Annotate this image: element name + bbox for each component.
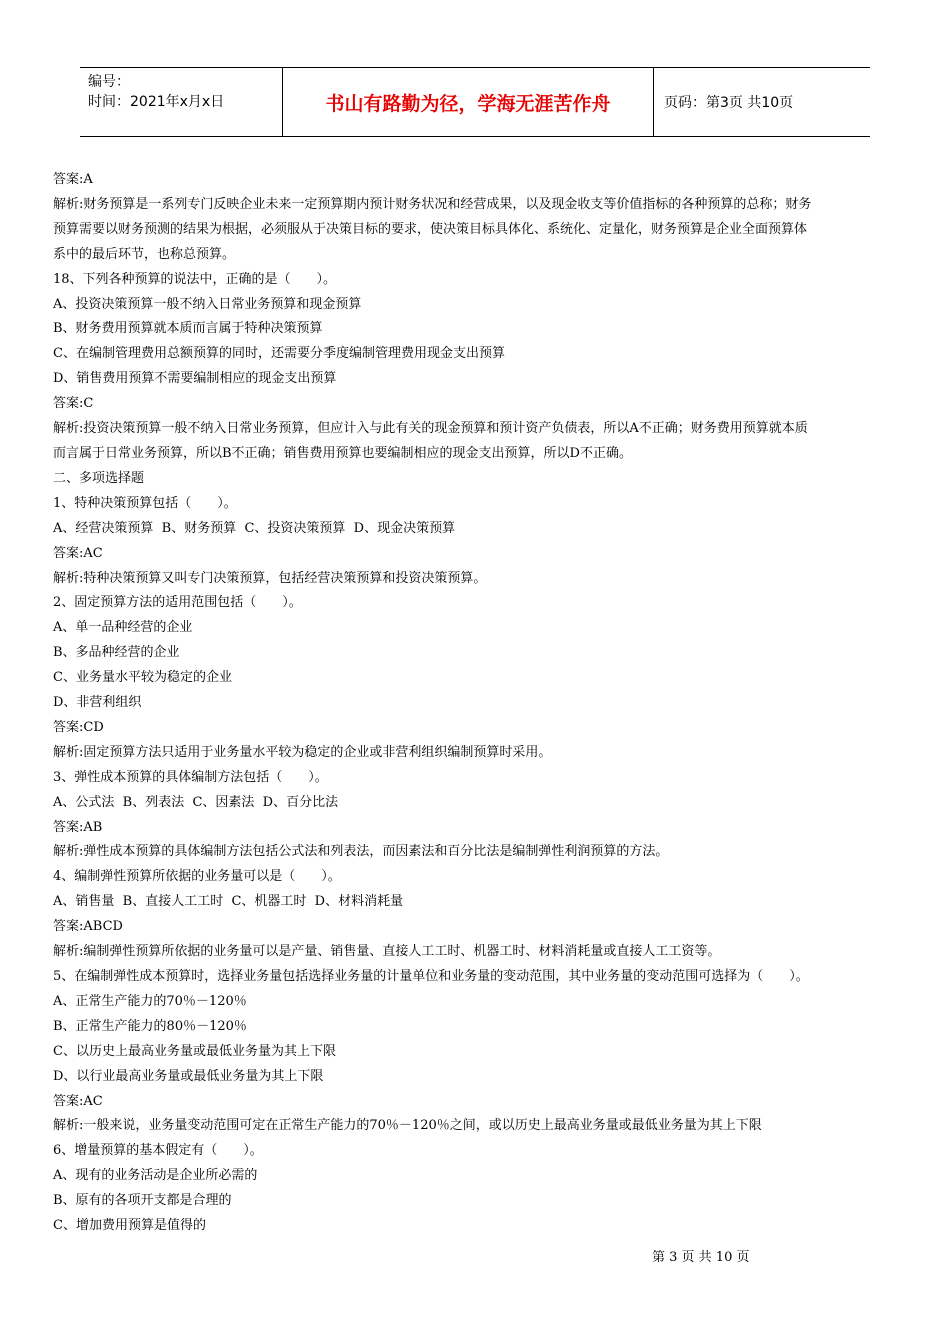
- text-line: A、销售量 B、直接人工工时 C、机器工时 D、材料消耗量: [53, 894, 404, 910]
- text-line: A、正常生产能力的70％－120％: [53, 993, 247, 1009]
- text-line: 5、在编制弹性成本预算时，选择业务量包括选择业务量的计量单位和业务量的变动范围，其中业务量的变动范围可选择为（ ）。: [53, 969, 809, 984]
- header-meta: [80, 68, 282, 136]
- text-line: 二、多项选择题: [53, 470, 145, 486]
- text-line: B、多品种经营的企业: [53, 645, 180, 661]
- text-line: 2、固定预算方法的适用范围包括（ ）。: [53, 595, 302, 611]
- document-body: [53, 168, 899, 1239]
- text-line: 1、特种决策预算包括（ ）。: [53, 495, 237, 511]
- text-line: 解析:投资决策预算一般不纳入日常业务预算，但应计入与此有关的现金预算和预计资产负债表，所以A不正确；财务费用预算就本质: [53, 421, 808, 437]
- text-line: 6、增量预算的基本假定有（ ）。: [53, 1143, 263, 1159]
- text-line: 解析:一般来说，业务量变动范围可定在正常生产能力的70％－120％之间，或以历史上最高业务量或最低业务量为其上下限: [53, 1118, 762, 1134]
- text-line: D、以行业最高业务量或最低业务量为其上下限: [53, 1068, 324, 1084]
- text-line: A、单一品种经营的企业: [53, 620, 193, 636]
- text-line: A、现有的业务活动是企业所必需的: [53, 1168, 258, 1184]
- text-line: 解析:弹性成本预算的具体编制方法包括公式法和列表法，而因素法和百分比法是编制弹性利润预算的方法。: [53, 844, 669, 860]
- text-line: 答案:C: [53, 396, 94, 412]
- text-line: A、公式法 B、列表法 C、因素法 D、百分比法: [53, 794, 339, 810]
- header-page-code: 页码：第3页 共10页: [664, 95, 794, 111]
- text-line: 系中的最后环节，也称总预算。: [53, 246, 236, 262]
- text-line: 答案:A: [53, 172, 93, 187]
- document-time-label: 时间：2021年x月x日: [88, 94, 225, 110]
- text-line: 3、弹性成本预算的具体编制方法包括（ ）。: [53, 769, 328, 785]
- text-line: 答案:CD: [53, 719, 104, 735]
- page-header: [80, 67, 870, 137]
- text-line: 预算需要以财务预测的结果为根据，必须服从于决策目标的要求，使决策目标具体化、系统化、定量化，财务预算是企业全面预算体: [53, 221, 808, 237]
- text-line: 18、下列各种预算的说法中，正确的是（ ）。: [53, 271, 337, 287]
- text-line: 答案:AC: [53, 1093, 103, 1109]
- text-line: C、以历史上最高业务量或最低业务量为其上下限: [53, 1043, 336, 1059]
- text-line: A、经营决策预算 B、财务预算 C、投资决策预算 D、现金决策预算: [53, 520, 456, 536]
- text-line: 答案:ABCD: [53, 919, 123, 935]
- text-line: 解析:编制弹性预算所依据的业务量可以是产量、销售量、直接人工工时、机器工时、材料消耗量或直接人工工资等。: [53, 944, 721, 960]
- text-line: 而言属于日常业务预算，所以B不正确；销售费用预算也要编制相应的现金支出预算，所以D不正确。: [53, 445, 632, 461]
- text-line: 解析:财务预算是一系列专门反映企业未来一定预算期内预计财务状况和经营成果，以及现金收支等价值指标的各种预算的总称；财务: [53, 196, 812, 212]
- text-line: 答案:AB: [53, 819, 103, 835]
- text-line: B、正常生产能力的80％－120％: [53, 1018, 247, 1034]
- text-line: D、销售费用预算不需要编制相应的现金支出预算: [53, 371, 337, 387]
- text-line: D、非营利组织: [53, 695, 142, 711]
- text-line: 4、编制弹性预算所依据的业务量可以是（ ）。: [53, 869, 341, 885]
- text-line: 答案:AC: [53, 545, 103, 561]
- text-line: B、财务费用预算就本质而言属于特种决策预算: [53, 321, 323, 337]
- text-line: C、增加费用预算是值得的: [53, 1218, 206, 1234]
- text-line: C、业务量水平较为稳定的企业: [53, 670, 232, 686]
- text-line: C、在编制管理费用总额预算的同时，还需要分季度编制管理费用现金支出预算: [53, 346, 505, 362]
- text-line: A、投资决策预算一般不纳入日常业务预算和现金预算: [53, 296, 362, 312]
- document-number-label: 编号：: [88, 74, 130, 90]
- text-line: 解析:固定预算方法只适用于业务量水平较为稳定的企业或非营利组织编制预算时采用。: [53, 744, 552, 760]
- text-line: 解析:特种决策预算又叫专门决策预算，包括经营决策预算和投资决策预算。: [53, 570, 487, 586]
- header-slogan: 书山有路勤为径，学海无涯苦作舟: [282, 68, 654, 136]
- text-line: B、原有的各项开支都是合理的: [53, 1193, 232, 1209]
- page-footer: 第 3 页 共 10 页: [652, 1250, 750, 1265]
